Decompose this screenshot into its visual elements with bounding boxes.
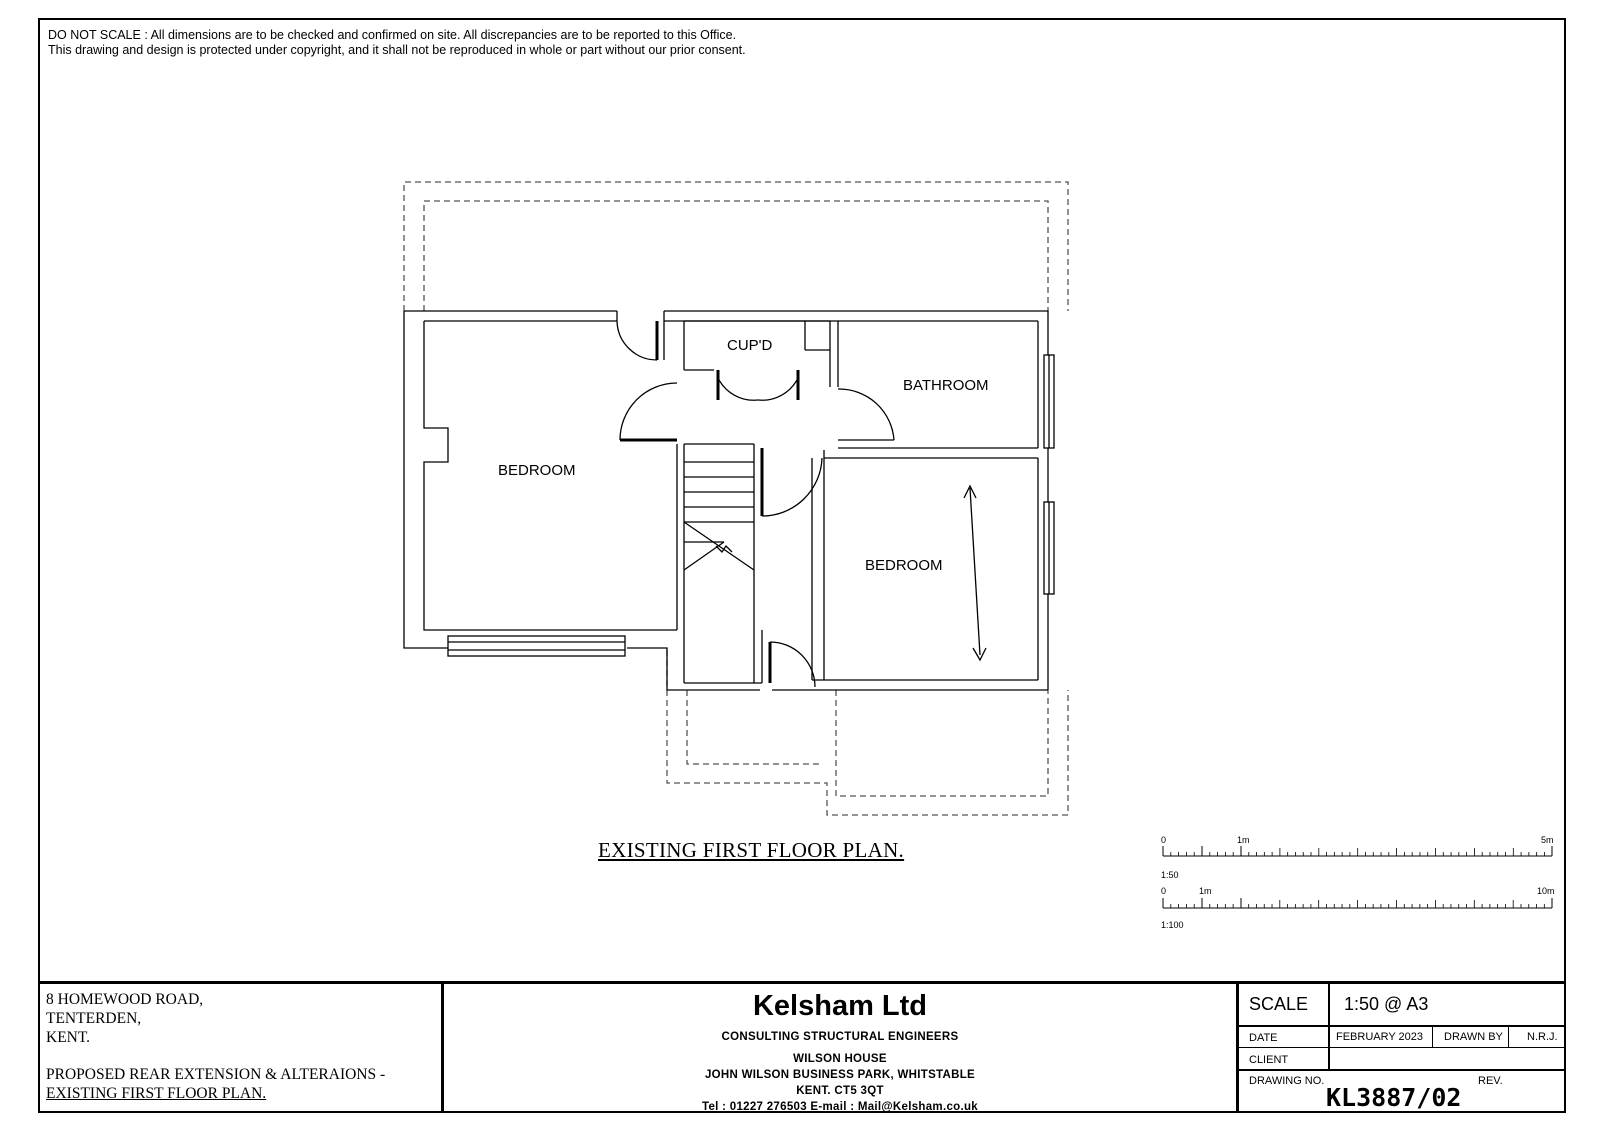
window-bedroom-right bbox=[1044, 502, 1054, 594]
room-label-bathroom: BATHROOM bbox=[903, 377, 989, 394]
drawn-by-value: N.R.J. bbox=[1527, 1031, 1558, 1043]
company-contact: Tel : 01227 276503 E-mail : Mail@Kelsham.co.uk bbox=[701, 1101, 978, 1113]
scale-value: 1:50 @ A3 bbox=[1344, 994, 1429, 1014]
internal-walls bbox=[677, 321, 1038, 683]
scale-bar2-mid: 1m bbox=[1199, 886, 1212, 896]
revision-label: REV. bbox=[1478, 1075, 1503, 1087]
drawn-by-label: DRAWN BY bbox=[1444, 1031, 1503, 1043]
notice-line-1: DO NOT SCALE : All dimensions are to be checked and confirmed on site. All discrepancies are to be reported to this Office. bbox=[48, 28, 737, 42]
title-block bbox=[38, 981, 1566, 1113]
drawing-number: KL3887/02 bbox=[1326, 1083, 1462, 1112]
room-label-cupboard: CUP'D bbox=[727, 337, 773, 354]
project-description: PROPOSED REAR EXTENSION & ALTERAIONS - bbox=[46, 1066, 386, 1083]
scale-bar1-end: 5m bbox=[1541, 835, 1554, 845]
scale-bar1-ratio: 1:50 bbox=[1161, 870, 1179, 880]
company-address-1: WILSON HOUSE bbox=[793, 1053, 887, 1065]
company-tagline: CONSULTING STRUCTURAL ENGINEERS bbox=[721, 1031, 959, 1043]
staircase bbox=[684, 462, 754, 570]
client-label: CLIENT bbox=[1249, 1054, 1289, 1066]
company-address-2: JOHN WILSON BUSINESS PARK, WHITSTABLE bbox=[704, 1069, 976, 1081]
scale-bar2-zero: 0 bbox=[1161, 886, 1167, 896]
date-value: FEBRUARY 2023 bbox=[1336, 1031, 1424, 1043]
company-name: Kelsham Ltd bbox=[752, 990, 928, 1022]
scale-bar2-ratio: 1:100 bbox=[1161, 920, 1184, 930]
scale-label: SCALE bbox=[1249, 994, 1309, 1014]
plan-title: EXISTING FIRST FLOOR PLAN. bbox=[598, 838, 905, 862]
project-drawing-name: EXISTING FIRST FLOOR PLAN. bbox=[46, 1085, 267, 1102]
notice-line-2: This drawing and design is protected under copyright, and it shall not be reproduced in whole or part without our prior consent. bbox=[48, 43, 746, 57]
room-label-bedroom-right: BEDROOM bbox=[865, 557, 943, 574]
company-address-3: KENT. CT5 3QT bbox=[796, 1085, 884, 1097]
external-walls bbox=[404, 311, 1048, 690]
roof-outline-bottom bbox=[667, 650, 1068, 815]
address-line-2: TENTERDEN, bbox=[46, 1010, 142, 1027]
drawing-number-label: DRAWING NO. bbox=[1249, 1075, 1325, 1087]
company-panel bbox=[444, 984, 1236, 1113]
wardrobe-arrow bbox=[964, 486, 986, 660]
room-label-bedroom-left: BEDROOM bbox=[498, 462, 576, 479]
address-line-3: KENT. bbox=[46, 1029, 91, 1046]
window-bedroom-left bbox=[448, 636, 625, 656]
scale-bar1-zero: 0 bbox=[1161, 835, 1167, 845]
project-address-panel bbox=[38, 984, 444, 1113]
window-bathroom bbox=[1044, 355, 1054, 448]
scale-bar2-end: 10m bbox=[1537, 886, 1555, 896]
date-label: DATE bbox=[1249, 1032, 1278, 1044]
scale-bar1-mid: 1m bbox=[1237, 835, 1250, 845]
roof-outline-top bbox=[404, 182, 1068, 311]
address-line-1: 8 HOMEWOOD ROAD, bbox=[46, 991, 204, 1008]
drawing-info-panel bbox=[1236, 984, 1566, 1113]
